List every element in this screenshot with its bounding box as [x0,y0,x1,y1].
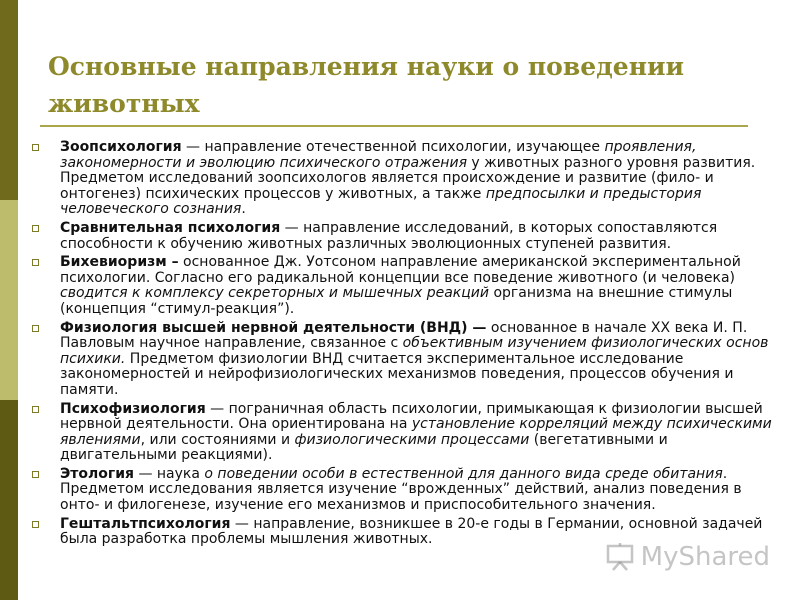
item-text: — направление, возникшее в 20-е годы в Германии, основной задачей была разработка проблемы мышления животных. [60,515,763,548]
item-text: — направление исследований, в которых сопоставляются способности к обучению животных различных эволюционных ступеней развития. [60,219,718,252]
decorative-side-bar [0,0,18,600]
item-text: (вегетативными и двигательными реакциями). [60,431,668,464]
emphasis-text: объективным изучением физиологических основ психики. [60,335,769,367]
term-name: Зоопсихология [60,139,182,155]
list-item [30,255,772,317]
term-name: Психофизиология [60,400,206,417]
emphasis-text: установление корреляций между психическими явлениями [60,416,772,448]
item-text: у животных разного уровня развития. Предметом исследований зоопсихологов является происхождение и развитие (фило- и онтогенез) психических процессов у животных, а также [60,154,756,202]
watermark-text: MyShared [640,542,770,572]
term-name: Этология [60,465,134,482]
term-name: Гештальтпсихология [60,515,231,532]
list-item [30,402,772,464]
square-bullet-icon [32,325,39,332]
item-text: основанное Дж. Уотсоном направление американской экспериментальной психологии. Согласно его радикальной концепции все поведение животного (и человека) [60,254,741,286]
emphasis-text: сводится к комплексу секреторных и мышечных реакций [60,285,489,302]
watermark [605,542,770,572]
emphasis-text: предпосылки и предыстория человеческого сознания [60,185,702,218]
list-item [30,221,772,252]
title-underline [40,125,748,127]
side-bar-bottom-segment [0,400,18,600]
item-text: . [241,201,246,218]
side-bar-middle-segment [0,200,18,400]
presentation-board-icon [605,542,635,572]
square-bullet-icon [32,259,39,266]
term-name: Физиология высшей нервной деятельности (ВНД) — [60,319,487,336]
square-bullet-icon [32,144,39,151]
item-text: — наука [134,465,205,482]
term-name: Бихевиоризм – [60,254,179,271]
square-bullet-icon [32,471,39,478]
square-bullet-icon [32,225,39,232]
slide-title: Основные направления науки о поведении животных [48,52,685,118]
item-text: Предметом физиологии ВНД считается экспериментальное исследование закономерностей и нейрофизиологических механизмов поведения, процессов обучения и памяти. [60,350,734,398]
emphasis-text: физиологическими процессами [294,431,530,448]
item-text: , или состояниями и [140,431,295,448]
emphasis-text: проявления, закономерности и эволюцию психического отражения [60,139,697,171]
bullet-list [30,140,772,551]
item-text: — направление отечественной психологии, изучающее [181,139,605,155]
side-bar-top-segment [0,0,18,200]
square-bullet-icon [32,521,39,528]
list-item [30,140,772,218]
item-text: — пограничная область психологии, примыкающая к физиологии высшей нервной деятельности. Она ориентирована на [60,400,763,433]
square-bullet-icon [32,406,39,413]
list-item [30,321,772,399]
emphasis-text: о поведении особи в естественной для данного вида среде обитания [204,465,723,482]
list-item [30,467,772,514]
item-text: организма на внешние стимулы (концепция “стимул-реакция”). [60,285,733,317]
term-name: Сравнительная психология [60,219,281,236]
item-text: . Предметом исследования является изучение “врожденных” действий, анализ поведения в онто- и филогенезе, изучение его механизмов и приспособительного значения. [60,465,742,514]
item-text: основанное в начале XX века И. П. Павловым научное направление, связанное с [60,319,748,352]
